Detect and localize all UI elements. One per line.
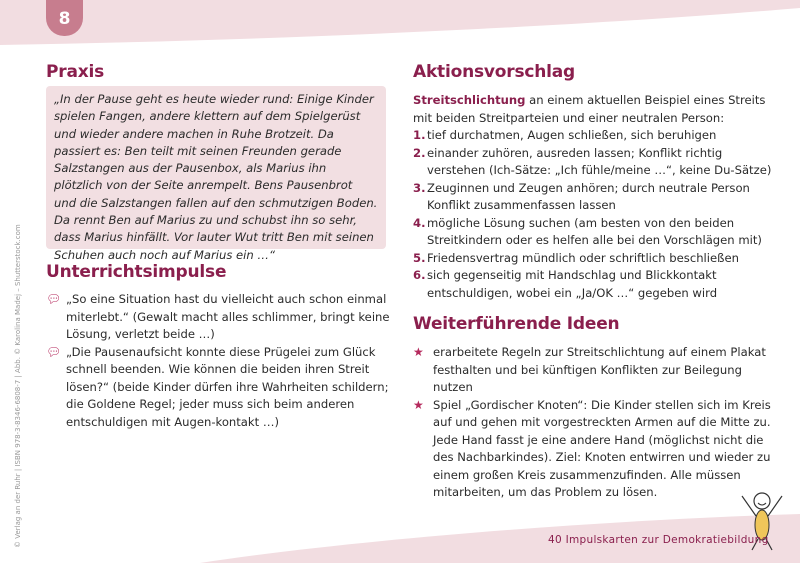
list-item <box>46 291 391 344</box>
step-number: 4. <box>413 215 426 230</box>
ideen-list <box>413 344 783 502</box>
praxis-text: „In der Pause geht es heute wieder rund: Einige Kinder spielen Fangen, andere klettern auf dem Spielgerüst und wieder andere machen in Ruhe Brotzeit. Da passiert es: Ben teilt mit seinen Freunden gerade Salzstangen aus der Pausenbox, als Marius ihn plötzlich von der Seite anrempelt. Bens Pausenbrot und die Salzstangen fallen auf den schmutzigen Boden. Da rennt Ben auf Marius zu und schubst ihn so sehr, dass Marius hinfällt. Vor lauter Wut tritt Ben mit seinen Schuhen auch noch auf Marius ein …“ <box>54 92 378 262</box>
unterricht-heading: Unterrichtsimpulse <box>46 262 227 282</box>
ideen-heading: Weiterführende Ideen <box>413 314 620 334</box>
aktion-list <box>413 92 783 302</box>
step-text: einander zuhören, ausreden lassen; Konflikt richtig verstehen (Ich-Sätze: „Ich fühle/meine …“, keine Du-Sätze) <box>427 145 772 177</box>
page-number: 8 <box>46 0 83 36</box>
star-icon: ★ <box>413 345 424 359</box>
step-text: sich gegenseitig mit Handschlag und Blickkontakt entschuldigen, wobei ein „Ja/OK …“ gegeben wird <box>427 268 718 300</box>
item-text: „So eine Situation hast du vielleicht auch schon einmal miterlebt.“ (Gewalt macht alles schlimmer, bringt keine Lösung, verletzt beide …) <box>66 292 390 341</box>
step-item <box>413 215 783 250</box>
praxis-box <box>46 86 386 262</box>
header-band <box>0 0 800 50</box>
star-icon: ★ <box>413 397 424 412</box>
step-number: 2. <box>413 145 426 160</box>
highlight: Streitschlichtung <box>413 93 526 107</box>
step-item <box>413 180 783 215</box>
praxis-heading: Praxis <box>46 62 105 82</box>
item-text: erarbeitete Regeln zur Streitschlichtung auf einem Plakat festhalten und bei künftigen Konflikten zur Beilegung nutzen <box>433 345 766 394</box>
footer-band <box>0 500 800 563</box>
step-item <box>413 127 783 145</box>
list-item <box>46 344 391 432</box>
aktion-intro <box>413 92 783 127</box>
step-item <box>413 145 783 180</box>
step-text: mögliche Lösung suchen (am besten von den beiden Streitkindern oder es helfen alle bei den Vorschlägen mit) <box>427 215 762 247</box>
step-text: Friedensvertrag mündlich oder schriftlich beschließen <box>427 250 739 265</box>
step-item <box>413 267 783 302</box>
step-number: 6. <box>413 268 426 282</box>
unterricht-list <box>46 291 391 431</box>
side-credit: © Verlag an der Ruhr | ISBN 978-3-8346-6808-7 | Abb. © Karolina Madej – Shutterstock.com <box>14 224 22 548</box>
intro-text: an einem aktuellen Beispiel eines Streits mit beiden Streitparteien und einer neutralen Person: <box>413 93 766 125</box>
step-number: 1. <box>413 128 426 142</box>
speech-bubbles-icon: 💬︎ <box>46 344 62 359</box>
step-number: 5. <box>413 250 426 265</box>
item-text: „Die Pausenaufsicht konnte diese Prügelei zum Glück schnell beenden. Wie können die beiden ihren Streit lösen?“ (beide Kinder dürfen ihre Wahrheiten schildern; die Goldene Regel; jeder muss sich beim anderen entschuldigen mit Augen-kontakt …) <box>66 344 389 429</box>
step-number: 3. <box>413 180 426 195</box>
list-item <box>413 397 783 502</box>
aktion-heading: Aktionsvorschlag <box>413 62 576 82</box>
footer-title: 40 Impulskarten zur Demokratiebildung <box>548 534 769 546</box>
item-text: Spiel „Gordischer Knoten“: Die Kinder stellen sich im Kreis auf und gehen mit vorgestreckten Armen auf die Mitte zu. Jede Hand fasst je eine andere Hand (möglichst nicht die des Nachbarkindes). Ziel: Knoten entwirren und wieder zu einem großen Kreis zusammenzufinden. Alle müssen mitarbeiten, um das Problem zu lösen. <box>433 397 771 499</box>
step-text: Zeuginnen und Zeugen anhören; durch neutrale Person Konflikt zusammenfassen lassen <box>427 180 750 212</box>
list-item <box>413 344 783 397</box>
step-item <box>413 250 783 268</box>
step-text: tief durchatmen, Augen schließen, sich beruhigen <box>427 128 717 142</box>
speech-bubbles-icon: 💬︎ <box>46 292 62 306</box>
